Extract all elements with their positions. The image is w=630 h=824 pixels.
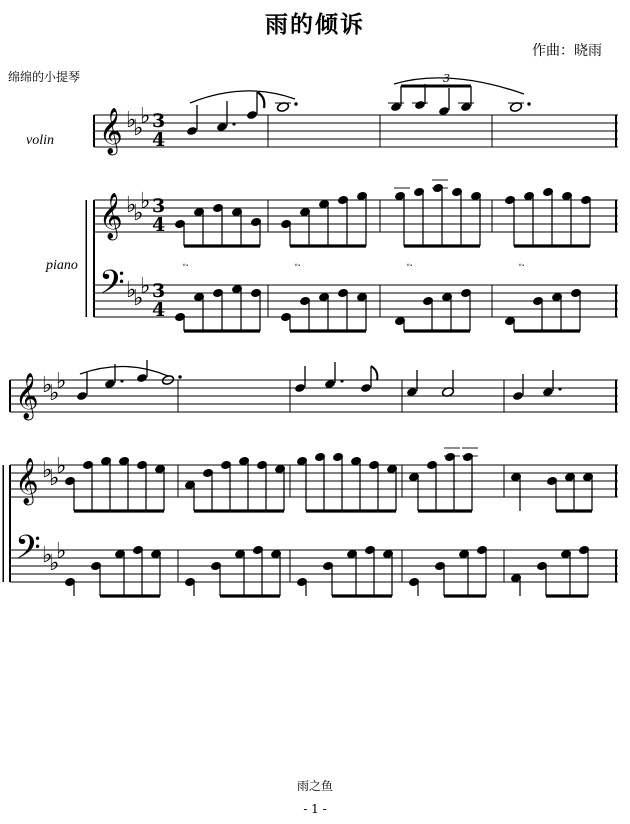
composer-credit: 作曲：晓雨 — [532, 43, 602, 59]
treble-clef-icon: 𝄞 — [15, 458, 39, 504]
svg-text:4: 4 — [152, 129, 166, 151]
key-signature — [126, 104, 150, 311]
slur — [80, 366, 168, 376]
svg-text:3: 3 — [152, 195, 166, 217]
svg-text:♭: ♭ — [140, 274, 151, 299]
key-signature — [42, 369, 66, 576]
svg-text:♭: ♭ — [126, 108, 137, 133]
piano-lh-notes-system2 — [65, 545, 590, 596]
piano-lh-notes-system1 — [175, 284, 582, 331]
svg-text:♭: ♭ — [133, 201, 144, 226]
instrument-label-violin: volin — [26, 133, 54, 148]
piano-rh-notes-system2 — [65, 448, 594, 511]
svg-text:𝅒.: 𝅒. — [294, 256, 301, 269]
svg-text:♭: ♭ — [133, 286, 144, 311]
page-number: - 1 - — [303, 802, 327, 816]
svg-text:𝅒.: 𝅒. — [182, 256, 189, 269]
violin-notes-system2 — [76, 360, 562, 401]
svg-text:♭: ♭ — [56, 454, 67, 479]
svg-text:♭: ♭ — [133, 116, 144, 141]
svg-text:♭: ♭ — [42, 458, 53, 483]
svg-text:4: 4 — [152, 299, 166, 321]
slur — [190, 91, 295, 103]
svg-text:♭: ♭ — [42, 543, 53, 568]
page-title: 雨的倾诉 — [265, 11, 365, 38]
svg-text:♭: ♭ — [42, 373, 53, 398]
svg-text:♭: ♭ — [140, 189, 151, 214]
svg-text:♭: ♭ — [56, 539, 67, 564]
instrument-label-piano: piano — [46, 258, 78, 273]
svg-text:♭: ♭ — [56, 369, 67, 394]
svg-text:𝅒.: 𝅒. — [518, 256, 525, 269]
svg-text:♭: ♭ — [126, 278, 137, 303]
svg-text:♭: ♭ — [140, 104, 151, 129]
svg-text:𝅒.: 𝅒. — [406, 256, 413, 269]
svg-text:3: 3 — [152, 110, 166, 132]
svg-text:3: 3 — [152, 280, 166, 302]
treble-clef-icon: 𝄞 — [99, 193, 123, 239]
music-system-1 — [0, 0, 630, 350]
treble-clef-icon: 𝄞 — [15, 373, 39, 419]
music-system-2 — [0, 360, 630, 660]
svg-text:♭: ♭ — [49, 551, 60, 576]
tuplet-number: 3 — [443, 72, 450, 85]
pedal-marks — [182, 256, 525, 269]
tempo-expression-mark: 绵绵的小提琴 — [8, 70, 81, 84]
svg-text:♭: ♭ — [49, 381, 60, 406]
piano-rh-notes-system1 — [175, 180, 592, 246]
time-signature — [152, 110, 165, 321]
treble-clef-icon: 𝄞 — [99, 108, 123, 154]
bass-clef-icon: 𝄢 — [99, 264, 125, 310]
svg-text:♭: ♭ — [49, 466, 60, 491]
violin-notes-system1 — [186, 72, 531, 136]
svg-text:♭: ♭ — [126, 193, 137, 218]
svg-text:4: 4 — [152, 214, 166, 236]
footer-note: 雨之鱼 — [296, 779, 333, 793]
bass-clef-icon: 𝄢 — [15, 529, 41, 575]
